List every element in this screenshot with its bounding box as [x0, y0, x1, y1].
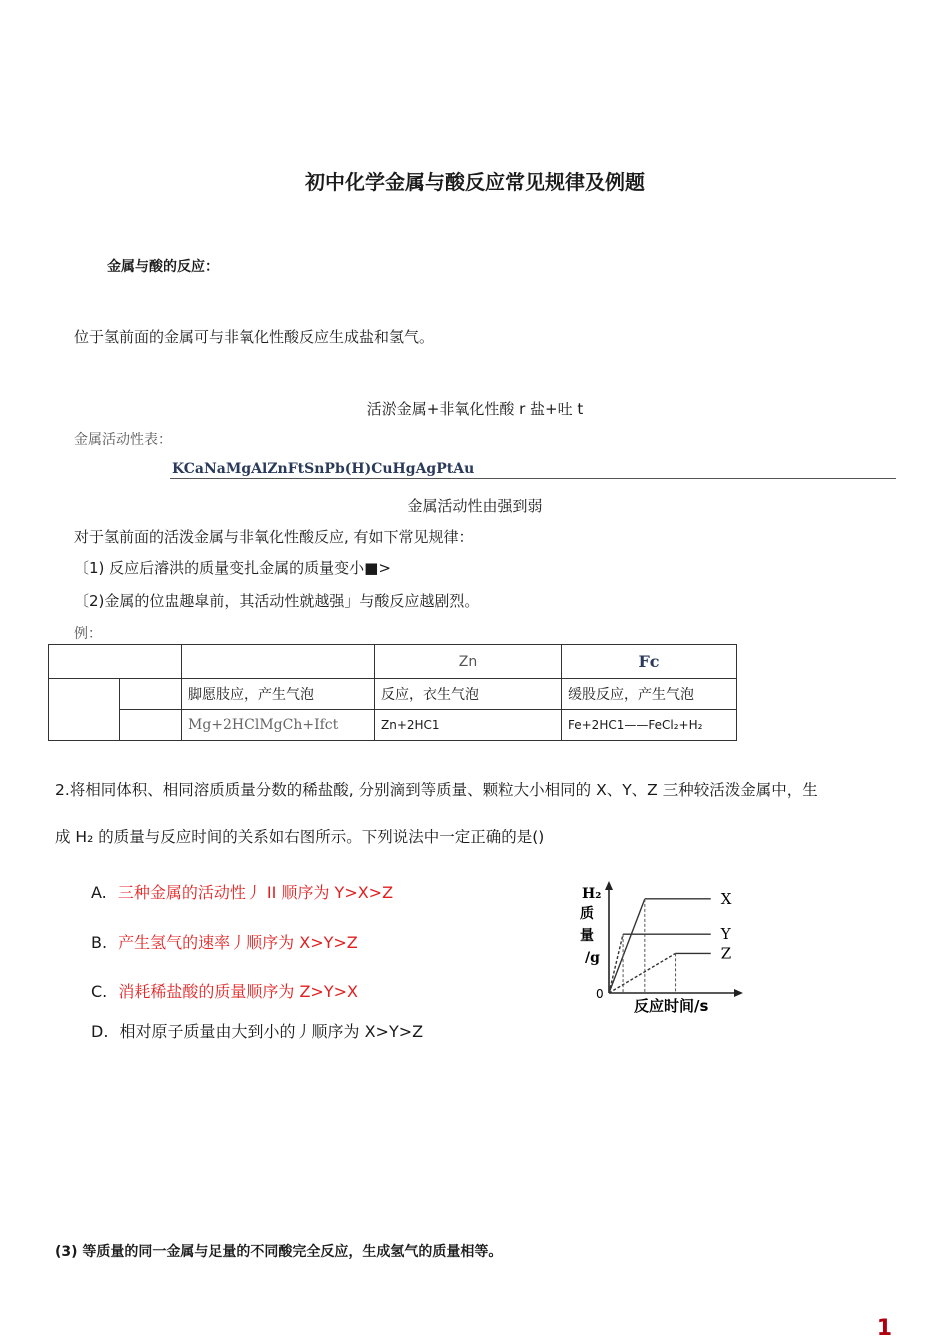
activity-series: KCaNaMgAlZnFtSnPb(H)CuHgAgPtAu: [172, 461, 475, 477]
table-row: [49, 679, 737, 710]
option-letter: A.: [91, 883, 107, 902]
question-2-line-2: 成 H₂ 的质量与反应时间的关系如右图所示。下列说法中一定正确的是(): [55, 828, 545, 846]
option-letter: C.: [91, 982, 108, 1001]
activity-label: 金属活动性表：: [74, 432, 172, 448]
table-cell: [49, 679, 120, 741]
series-label-y: Y: [720, 925, 731, 944]
option-letter: B.: [91, 933, 108, 952]
option-b: [91, 930, 358, 953]
option-text: 三种金属的活动性丿 II 顺序为 Y>X>Z: [117, 883, 394, 902]
question-2-line-1: 2.将相同体积、相同溶质质量分数的稀盐酸, 分别滴到等质量、颗粒大小相同的 X、Y、Z 三种较活泼金属中，生: [55, 781, 818, 799]
table-cell: [49, 645, 182, 679]
table-row: [49, 710, 737, 741]
intro-text: 位于氢前面的金属可与非氧化性酸反应生成盐和氢气。: [74, 328, 435, 346]
table-cell: Zn: [375, 645, 562, 679]
table-cell: 脚愿肢应，产生气泡: [182, 679, 375, 710]
origin-label: 0: [596, 987, 604, 1001]
formula-text: 活淤金属+非氧化性酸 r 盐+吐 t: [366, 400, 584, 418]
h2-mass-time-graph: [578, 878, 748, 1018]
curve-rise-x: [609, 899, 645, 993]
table-cell: [120, 710, 182, 741]
rules-intro: 对于氢前面的活泼金属与非氧化性酸反应, 有如下常见规律：: [74, 528, 474, 546]
rule-1: 〔1) 反应后濬洪的质量变扎金属的质量变小■>: [74, 559, 391, 577]
option-letter: D.: [91, 1022, 109, 1041]
rule-3: (3) 等质量的同一金属与足量的不同酸完全反应，生成氢气的质量相等。: [55, 1244, 503, 1260]
table-cell: Mg+2HClMgCh+Ifct: [182, 710, 375, 741]
option-text: 相对原子质量由大到小的丿顺序为 X>Y>Z: [119, 1022, 424, 1041]
table-cell: [182, 645, 375, 679]
page-title: 初中化学金属与酸反应常见规律及例题: [305, 170, 645, 194]
page-number: 1: [876, 1316, 892, 1341]
table-cell: 反应，衣生气泡: [375, 679, 562, 710]
x-axis-label: 反应时间/s: [634, 997, 709, 1015]
table-cell: Fc: [562, 645, 737, 679]
y-axis-label-3: 量: [580, 928, 594, 944]
rule-2: 〔2)金属的位盅趣皐前，其活动性就越强」与酸反应越剧烈。: [74, 592, 480, 610]
option-d: [91, 1019, 423, 1042]
y-axis-label-2: 质: [580, 906, 594, 922]
activity-caption: 金属活动性由强到弱: [407, 497, 543, 515]
option-c: [91, 979, 358, 1002]
series-label-z: Z: [720, 944, 732, 963]
series-label-x: X: [720, 889, 732, 908]
option-text: 消耗稀盐酸的质量顺序为 Z>Y>X: [118, 982, 358, 1001]
curve-rise-y: [609, 934, 623, 993]
table-row: [49, 645, 737, 679]
option-text: 产生氢气的速率丿顺序为 X>Y>Z: [118, 933, 358, 952]
series-underline: [170, 478, 896, 479]
table-cell: Zn+2HC1: [375, 710, 562, 741]
section-heading: 金属与酸的反应：: [107, 259, 219, 275]
example-label: 例：: [74, 626, 102, 642]
curve-rise-z: [609, 953, 676, 993]
table-cell: [120, 679, 182, 710]
x-axis-arrow: [734, 989, 743, 997]
y-axis-label-4: /g: [585, 950, 600, 966]
option-a: [91, 880, 393, 903]
curves: [609, 890, 732, 993]
y-axis-arrow: [605, 881, 613, 890]
example-table: [48, 644, 737, 741]
table-cell: Fe+2HC1——FeCl₂+H₂: [562, 710, 737, 741]
y-axis-label-1: H₂: [582, 886, 602, 902]
table-cell: 缓股反应，产生气泡: [562, 679, 737, 710]
